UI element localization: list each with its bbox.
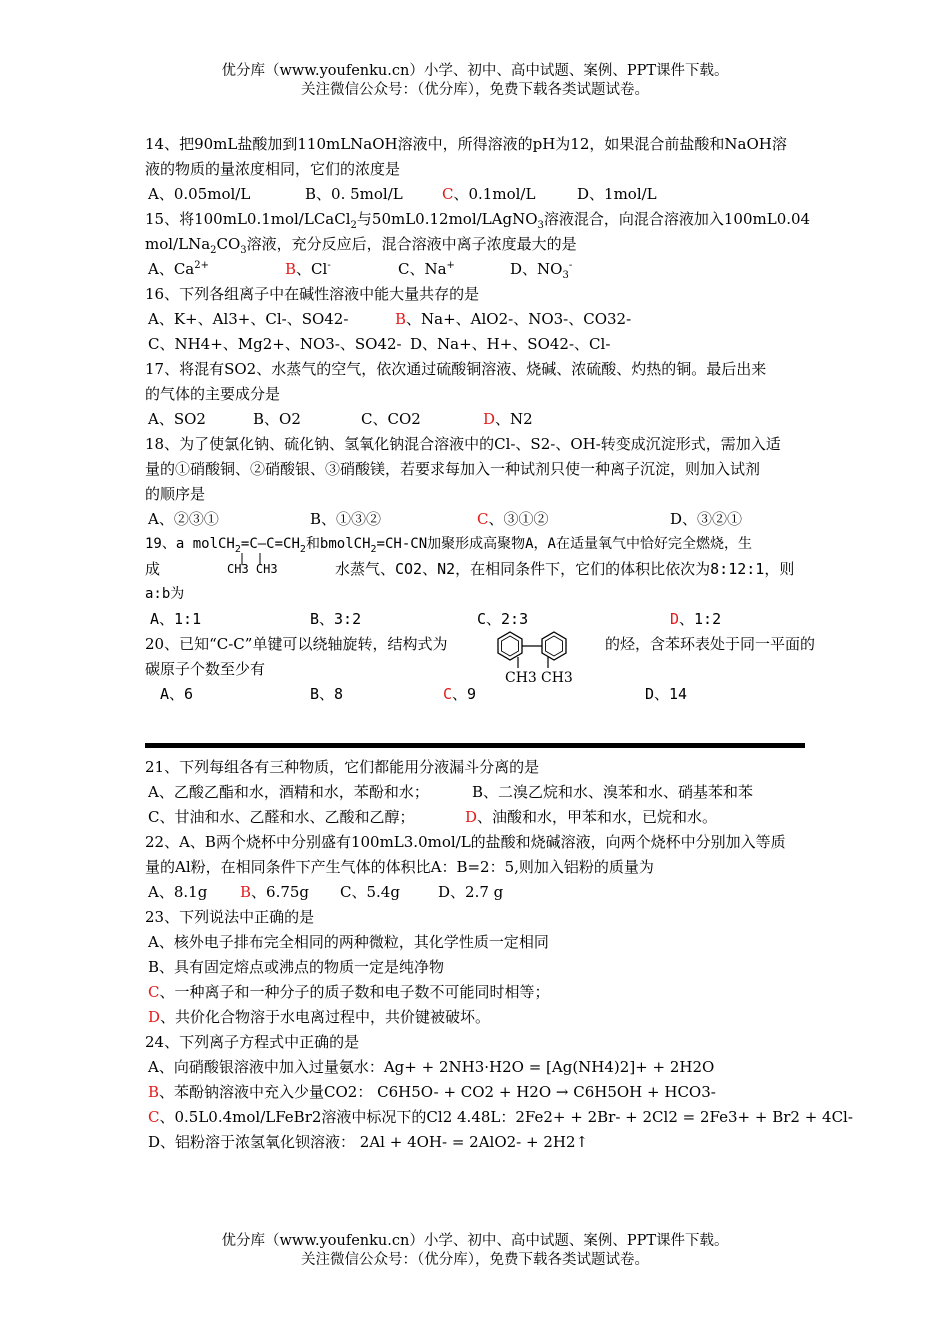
q15-option-b-text: 、Cl bbox=[296, 260, 328, 278]
q17-stem-line2: 的气体的主要成分是 bbox=[145, 385, 281, 403]
q21-option-d bbox=[465, 806, 717, 828]
q17-option-b: B、O2 bbox=[253, 410, 301, 428]
q15-stem-line2 bbox=[145, 233, 845, 255]
q14-stem-line2: 液的物质的量浓度相同，它们的浓度是 bbox=[145, 160, 401, 178]
q15-s1b: 2 bbox=[350, 220, 357, 231]
q19-s1b: =C—C=CH bbox=[240, 536, 300, 552]
q21-stem: 21、下列每组各有三种物质，它们都能用分液漏斗分离的是 bbox=[145, 758, 540, 776]
q14-answer-mark: C bbox=[442, 185, 454, 203]
q18-option-a: A、②③① bbox=[148, 510, 219, 528]
q18-option-c-text: 、③①② bbox=[488, 510, 549, 528]
q18-option-d: D、③②① bbox=[670, 510, 743, 528]
q23-answer-mark-c: C bbox=[148, 983, 160, 1001]
q19-s1c: 和bmolCH bbox=[305, 536, 371, 552]
q19-option-d-text: 、1:2 bbox=[679, 610, 722, 628]
q22-answer-mark: B bbox=[240, 883, 252, 901]
q20-option-b: B、8 bbox=[310, 685, 344, 703]
q15-answer-mark: B bbox=[285, 260, 297, 278]
q18-answer-mark: C bbox=[477, 510, 489, 528]
q16-option-a: A、K+、Al3+、Cl-、SO42- bbox=[148, 310, 349, 328]
q16-option-d: D、Na+、H+、SO42-、Cl- bbox=[410, 335, 611, 353]
q23-option-d-wrap bbox=[148, 1006, 490, 1028]
q21-answer-mark: D bbox=[465, 808, 478, 826]
q19-option-d bbox=[670, 608, 721, 630]
q18-option-c bbox=[477, 508, 549, 530]
q20-stem-line2: 碳原子个数至少有 bbox=[145, 660, 266, 678]
q23-option-a-text: A、核外电子排布完全相同的两种微粒，其化学性质一定相同 bbox=[148, 933, 549, 951]
q20-option-c-text: 、9 bbox=[452, 685, 477, 703]
q19-s1a: 19、a molCH bbox=[145, 536, 235, 552]
q16-option-b bbox=[395, 308, 631, 330]
q19-option-a: A、1:1 bbox=[150, 610, 202, 628]
q22-stem-line2: 量的Al粉，在相同条件下产生气体的体积比A：B=2：5,则加入铝粉的质量为 bbox=[145, 858, 654, 876]
q19-stem-line3: a:b为 bbox=[145, 586, 185, 602]
q19-option-c: C、2:3 bbox=[477, 610, 529, 628]
q15-option-a-text: A、Ca bbox=[148, 260, 195, 278]
q24-option-a-text: A、向硝酸银溶液中加入过量氨水：Ag+ + 2NH3·H2O = [Ag(NH4)2]+ + 2H2O bbox=[148, 1058, 715, 1076]
q19-option-b: B、3:2 bbox=[310, 610, 362, 628]
q21-option-a: A、乙酸乙酯和水，酒精和水，苯酚和水； bbox=[148, 783, 429, 801]
q24-option-d-text: D、铝粉溶于浓氢氧化钡溶液： 2Al + 4OH- = 2AlO2- + 2H2↑ bbox=[148, 1133, 589, 1151]
q14-option-b: B、0. 5mol/L bbox=[305, 185, 403, 203]
section-divider bbox=[145, 743, 805, 748]
q15-option-c-sup: + bbox=[446, 260, 455, 271]
q20-methyl-2: CH3 bbox=[541, 670, 573, 686]
q17-option-c: C、CO2 bbox=[361, 410, 421, 428]
q15-option-c bbox=[398, 258, 455, 280]
q18-stem-line1: 18、为了使氯化钠、硫化钠、氢氧化钠混合溶液中的Cl-、S2-、OH-转变成沉淀形式，需加入适 bbox=[145, 435, 781, 453]
q14-stem-line1: 14、把90mL盐酸加到110mLNaOH溶液中，所得溶液的pH为12，如果混合前盐酸和NaOH溶 bbox=[145, 135, 787, 153]
q24-option-c-wrap bbox=[148, 1106, 853, 1128]
q22-option-a: A、8.1g bbox=[148, 883, 208, 901]
q15-option-b bbox=[285, 258, 331, 280]
q22-option-c: C、5.4g bbox=[340, 883, 400, 901]
q24-answer-mark-b: B bbox=[148, 1083, 160, 1101]
q24-stem: 24、下列离子方程式中正确的是 bbox=[145, 1033, 360, 1051]
page-header-line1: 优分库（www.youfenku.cn）小学、初中、高中试题、案例、PPT课件下载。 bbox=[221, 63, 729, 79]
q19-s2b: 水蒸气、CO2、N2，在相同条件下，它们的体积比依次为8:12:1，则 bbox=[335, 560, 795, 578]
q23-option-d-text: 、共价化合物溶于水电离过程中，共价键被破坏。 bbox=[160, 1008, 491, 1026]
page-header-line2: 关注微信公众号：（优分库），免费下载各类试题试卷。 bbox=[301, 82, 649, 98]
q15-option-d bbox=[510, 258, 572, 280]
q14-option-c-text: 、0.1mol/L bbox=[453, 185, 536, 203]
q15-option-b-sup: - bbox=[327, 260, 331, 271]
q15-option-d-sup: - bbox=[568, 260, 573, 271]
q15-s2d: 3 bbox=[240, 245, 247, 256]
q23-answer-mark-d: D bbox=[148, 1008, 161, 1026]
q24-option-c-text: 、0.5L0.4mol/LFeBr2溶液中标况下的Cl2 4.48L：2Fe2+ + 2Br- + 2Cl2 = 2Fe3+ + Br2 + 4Cl- bbox=[159, 1108, 853, 1126]
q15-s1c: 与50mL0.12mol/LAgNO bbox=[356, 210, 538, 228]
page-footer-line1: 优分库（www.youfenku.cn）小学、初中、高中试题、案例、PPT课件下载。 bbox=[221, 1233, 729, 1249]
q20-answer-mark: C bbox=[443, 685, 453, 703]
q15-option-a bbox=[148, 258, 209, 280]
q20-option-d: D、14 bbox=[645, 685, 688, 703]
q19-branch-bonds bbox=[228, 553, 278, 567]
q20-methyl-1: CH3 bbox=[505, 670, 537, 686]
q15-option-d-sub: 3 bbox=[562, 270, 569, 281]
q24-answer-mark-c: C bbox=[148, 1108, 160, 1126]
q20-s1a: 20、已知“C-C”单键可以绕轴旋转，结构式为 bbox=[145, 635, 448, 653]
q14-option-a: A、0.05mol/L bbox=[148, 185, 251, 203]
q17-option-a: A、SO2 bbox=[148, 410, 206, 428]
q20-s1b: 的烃，含苯环表处于同一平面的 bbox=[605, 635, 816, 653]
q20-option-c bbox=[443, 683, 476, 705]
q18-stem-line2: 量的①硝酸铜、②硝酸银、③硝酸镁，若要求每加入一种试剂只使一种离子沉淀，则加入试剂 bbox=[145, 460, 761, 478]
q23-option-c-text: 、一种离子和一种分子的质子数和电子数不可能同时相等； bbox=[159, 983, 550, 1001]
q15-s1d: 3 bbox=[537, 220, 544, 231]
q19-s2a: 成 bbox=[145, 560, 161, 578]
q22-option-d: D、2.7 g bbox=[438, 883, 504, 901]
q15-s1e: 溶液混合，向混合溶液加入100mL0.04 bbox=[543, 210, 811, 228]
q21-option-b: B、二溴乙烷和水、溴苯和水、硝基苯和苯 bbox=[472, 783, 754, 801]
q16-stem: 16、下列各组离子中在碱性溶液中能大量共存的是 bbox=[145, 285, 480, 303]
q23-option-b-text: B、具有固定熔点或沸点的物质一定是纯净物 bbox=[148, 958, 445, 976]
q23-option-c-wrap bbox=[148, 981, 550, 1003]
q15-s2e: 溶液，充分反应后，混合溶液中离子浓度最大的是 bbox=[246, 235, 577, 253]
q16-option-b-text: 、Na+、AlO2-、NO3-、CO32- bbox=[406, 310, 632, 328]
q15-option-a-sup: 2+ bbox=[194, 260, 210, 271]
q15-option-d-text: D、NO bbox=[510, 260, 563, 278]
q22-stem-line1: 22、A、B两个烧杯中分别盛有100mL3.0mol/L的盐酸和烧碱溶液，向两个烧杯中分别加入等质 bbox=[145, 833, 786, 851]
q14-option-c bbox=[442, 183, 535, 205]
q16-answer-mark: B bbox=[395, 310, 407, 328]
q17-answer-mark: D bbox=[483, 410, 496, 428]
q24-option-b-wrap bbox=[148, 1081, 716, 1103]
q17-option-d bbox=[483, 408, 533, 430]
q15-option-c-text: C、Na bbox=[398, 260, 447, 278]
q16-option-c: C、NH4+、Mg2+、NO3-、SO42- bbox=[148, 335, 402, 353]
q22-option-b bbox=[240, 881, 309, 903]
q21-option-d-text: 、油酸和水，甲苯和水，已烷和水。 bbox=[477, 808, 718, 826]
q19-methyl-branches: CH3 CH3 bbox=[227, 562, 278, 576]
q22-option-b-text: 、6.75g bbox=[251, 883, 310, 901]
q17-option-d-text: 、N2 bbox=[495, 410, 533, 428]
q15-s2a: mol/LNa bbox=[145, 235, 211, 253]
q19-s1d: =CH-CN加聚形成高聚物A，A在适量氧气中恰好完全燃烧，生 bbox=[376, 536, 752, 552]
q17-stem-line1: 17、将混有SO2、水蒸气的空气，依次通过硫酸铜溶液、烧碱、浓硫酸、灼热的铜。最后出来 bbox=[145, 360, 767, 378]
q14-option-d: D、1mol/L bbox=[577, 185, 657, 203]
q15-s2c: CO bbox=[216, 235, 241, 253]
q21-option-c: C、甘油和水、乙醛和水、乙酸和乙醇； bbox=[148, 808, 415, 826]
page-footer-line2: 关注微信公众号：（优分库），免费下载各类试题试卷。 bbox=[301, 1252, 649, 1268]
q15-stem-line1 bbox=[145, 208, 845, 230]
q15-s1a: 15、将100mL0.1mol/LCaCl bbox=[145, 210, 351, 228]
q24-option-b-text: 、苯酚钠溶液中充入少量CO2： C6H5O- + CO2 + H2O → C6H5OH + HCO3- bbox=[159, 1083, 716, 1101]
q23-stem: 23、下列说法中正确的是 bbox=[145, 908, 315, 926]
q15-s2b: 2 bbox=[210, 245, 217, 256]
q19-stem-line1: 19、a $molCH_2=C—C=CH_2$和bmolCH$_2$=CH-CN加聚形成高聚物A，A在适量氧气中恰好完全燃烧，生 bbox=[145, 536, 752, 555]
q20-option-a: A、6 bbox=[160, 685, 194, 703]
q18-stem-line3: 的顺序是 bbox=[145, 485, 206, 503]
q18-option-b: B、①③② bbox=[310, 510, 382, 528]
q19-answer-mark: D bbox=[670, 610, 680, 628]
